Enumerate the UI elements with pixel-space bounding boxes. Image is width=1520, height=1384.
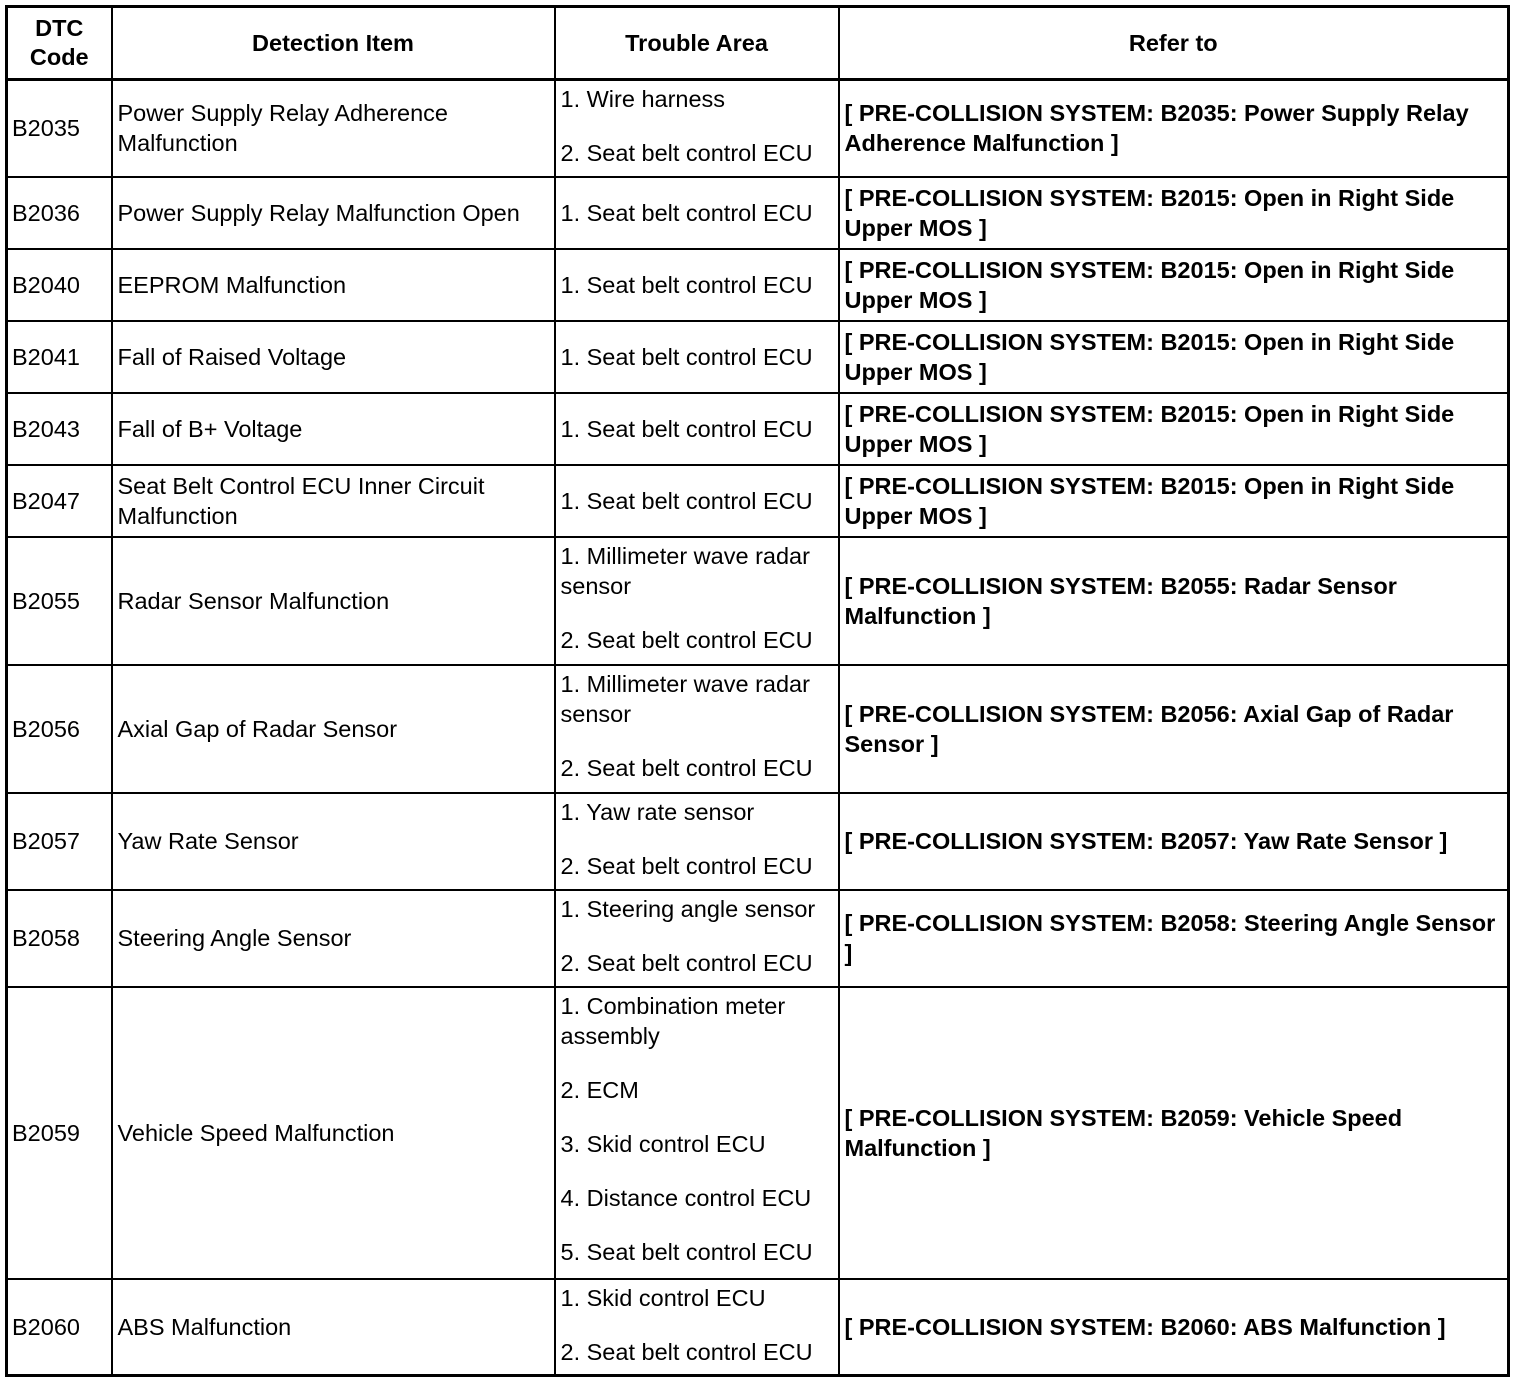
detection-item-cell: Seat Belt Control ECU Inner Circuit Malfunction [112,465,555,537]
trouble-area-cell [555,1279,839,1376]
refer-to-cell: [ PRE-COLLISION SYSTEM: B2058: Steering Angle Sensor ] [839,890,1509,987]
detection-item-cell: EEPROM Malfunction [112,249,555,321]
trouble-area-item: 2. Seat belt control ECU [560,140,813,166]
detection-item-cell: Power Supply Relay Malfunction Open [112,177,555,249]
trouble-area-cell [555,890,839,987]
dtc-code-cell: B2055 [7,537,112,665]
trouble-area-item: 1. Seat belt control ECU [560,271,813,298]
table-header-row [7,7,1509,80]
dtc-table [5,5,1510,1377]
table-row [7,665,1509,793]
trouble-area-cell [555,793,839,890]
trouble-area-cell [555,177,839,249]
trouble-area-item: 1. Wire harness [560,86,726,112]
trouble-area-item: 1. Millimeter wave radar sensor [560,542,810,599]
trouble-area-cell [555,249,839,321]
refer-to-cell: [ PRE-COLLISION SYSTEM: B2057: Yaw Rate Sensor ] [839,793,1509,890]
dtc-code-cell: B2041 [7,321,112,393]
refer-to-cell: [ PRE-COLLISION SYSTEM: B2060: ABS Malfunction ] [839,1279,1509,1376]
trouble-area-item: 1. Yaw rate sensor [560,798,755,825]
refer-to-cell: [ PRE-COLLISION SYSTEM: B2056: Axial Gap of Radar Sensor ] [839,665,1509,793]
refer-to-cell: [ PRE-COLLISION SYSTEM: B2055: Radar Sensor Malfunction ] [839,537,1509,665]
trouble-area-item: 2. Seat belt control ECU [560,949,813,976]
trouble-area-item: 1. Seat belt control ECU [560,199,813,226]
dtc-code-cell: B2059 [7,987,112,1279]
table-row [7,80,1509,177]
refer-to-cell: [ PRE-COLLISION SYSTEM: B2015: Open in Right Side Upper MOS ] [839,321,1509,393]
detection-item-cell: Steering Angle Sensor [112,890,555,987]
table-row [7,177,1509,249]
detection-item-cell: Yaw Rate Sensor [112,793,555,890]
trouble-area-item: 2. Seat belt control ECU [560,754,813,781]
table-row [7,793,1509,890]
dtc-code-cell: B2036 [7,177,112,249]
table-row [7,1279,1509,1376]
dtc-code-cell: B2056 [7,665,112,793]
trouble-area-item: 1. Seat belt control ECU [560,343,813,370]
refer-to-cell: [ PRE-COLLISION SYSTEM: B2059: Vehicle Speed Malfunction ] [839,987,1509,1279]
trouble-area-cell [555,80,839,177]
trouble-area-item: 2. Seat belt control ECU [560,626,813,653]
detection-item-cell: Radar Sensor Malfunction [112,537,555,665]
dtc-code-cell: B2060 [7,1279,112,1376]
detection-item-cell: Vehicle Speed Malfunction [112,987,555,1279]
table-row [7,321,1509,393]
table-row [7,249,1509,321]
trouble-area-item: 1. Seat belt control ECU [560,415,813,442]
trouble-area-item: 2. ECM [560,1076,639,1103]
dtc-code-cell: B2035 [7,80,112,177]
trouble-area-item: 2. Seat belt control ECU [560,1338,813,1365]
detection-item-cell: Fall of B+ Voltage [112,393,555,465]
dtc-code-cell: B2047 [7,465,112,537]
header-trouble-area: Trouble Area [555,7,839,80]
trouble-area-item: 4. Distance control ECU [560,1184,812,1211]
trouble-area-cell [555,537,839,665]
trouble-area-item: 1. Seat belt control ECU [560,487,813,514]
detection-item-cell: Axial Gap of Radar Sensor [112,665,555,793]
refer-to-cell: [ PRE-COLLISION SYSTEM: B2015: Open in Right Side Upper MOS ] [839,465,1509,537]
trouble-area-cell [555,987,839,1279]
detection-item-cell: Fall of Raised Voltage [112,321,555,393]
dtc-code-cell: B2043 [7,393,112,465]
trouble-area-item: 1. Skid control ECU [560,1284,766,1311]
trouble-area-item: 5. Seat belt control ECU [560,1238,813,1265]
trouble-area-cell [555,665,839,793]
trouble-area-item: 1. Millimeter wave radar sensor [560,670,810,727]
refer-to-cell: [ PRE-COLLISION SYSTEM: B2015: Open in Right Side Upper MOS ] [839,393,1509,465]
header-detection-item: Detection Item [112,7,555,80]
trouble-area-item: 1. Combination meter assembly [560,992,786,1049]
header-refer-to: Refer to [839,7,1509,80]
refer-to-cell: [ PRE-COLLISION SYSTEM: B2015: Open in Right Side Upper MOS ] [839,177,1509,249]
dtc-code-cell: B2040 [7,249,112,321]
trouble-area-cell [555,465,839,537]
trouble-area-item: 3. Skid control ECU [560,1130,766,1157]
table-row [7,890,1509,987]
refer-to-cell: [ PRE-COLLISION SYSTEM: B2015: Open in Right Side Upper MOS ] [839,249,1509,321]
trouble-area-item: 2. Seat belt control ECU [560,852,813,879]
header-dtc-code: DTC Code [7,7,112,80]
table-row [7,393,1509,465]
table-row [7,465,1509,537]
refer-to-cell: [ PRE-COLLISION SYSTEM: B2035: Power Supply Relay Adherence Malfunction ] [839,80,1509,177]
trouble-area-item: 1. Steering angle sensor [560,895,816,922]
dtc-code-cell: B2057 [7,793,112,890]
detection-item-cell: Power Supply Relay Adherence Malfunction [112,80,555,177]
dtc-code-cell: B2058 [7,890,112,987]
trouble-area-cell [555,393,839,465]
table-row [7,537,1509,665]
table-row [7,987,1509,1279]
trouble-area-cell [555,321,839,393]
detection-item-cell: ABS Malfunction [112,1279,555,1376]
